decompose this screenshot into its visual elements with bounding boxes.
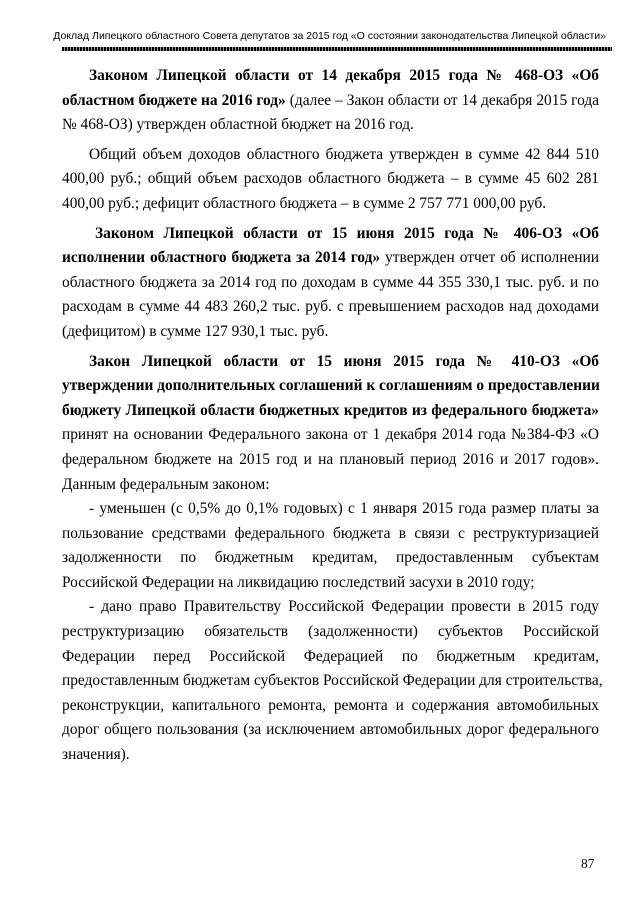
text-segment: - уменьшен (с 0,5% до 0,1% годовых) с 1 января 2015 года размер платы за: [89, 500, 599, 518]
text-segment: утвержден отчет об исполнении: [380, 249, 599, 267]
bold-text-segment: бюджету Липецкой области бюджетных кредитов из федерального бюджета»: [62, 401, 599, 419]
text-line: [62, 399, 599, 424]
text-segment: Данным федеральным законом:: [62, 475, 270, 493]
text-line: [62, 522, 599, 547]
text-line: [62, 645, 599, 670]
text-segment: пользование средствами федерального бюджета в связи с реструктуризацией: [62, 524, 599, 542]
text-segment: реконструкции, капитального ремонта, ремонта и содержания автомобильных: [62, 696, 599, 714]
text-segment: № 468-ОЗ) утвержден областной бюджет на 2016 год.: [62, 116, 414, 134]
text-segment: значения).: [62, 746, 130, 764]
bold-text-segment: утверждении дополнительных соглашений к соглашениям о предоставлении: [62, 377, 600, 395]
text-segment: - дано право Правительству Российской Федерации провести в 2015 году: [89, 598, 599, 616]
text-line: [62, 620, 599, 645]
text-segment: областного бюджета за 2014 год по доходам в сумме 44 355 330,1 тыс. руб. и по: [62, 273, 599, 291]
text-segment: Российской Федерации на ликвидацию последствий засухи в 2010 году;: [62, 573, 535, 591]
text-line: [62, 571, 599, 596]
text-line: [62, 473, 599, 498]
text-segment: федеральном бюджете на 2015 год и на плановый период 2016 и 2017 годов».: [62, 450, 599, 468]
text-line: [62, 694, 599, 719]
document-body: [62, 64, 603, 768]
header-rule: [62, 47, 612, 51]
text-segment: предоставленным бюджетам субъектов Российской Федерации для строительства,: [62, 672, 603, 690]
text-segment: 400,00 руб.; дефицит областного бюджета – в сумме 2 757 771 000,00 руб.: [62, 194, 547, 212]
text-segment: 400,00 руб.; общий объем расходов областного бюджета – в сумме 45 602 281: [62, 170, 599, 188]
text-line: [62, 350, 599, 375]
text-segment: задолженности по бюджетным кредитам, предоставленным субъектам: [62, 549, 599, 567]
text-segment: (далее – Закон области от 14 декабря 2015 года: [285, 91, 599, 109]
text-segment: реструктуризацию обязательств (задолженности) субъектов Российской: [62, 623, 599, 641]
text-line: [62, 222, 599, 247]
text-line: [62, 448, 599, 473]
text-line: [62, 271, 599, 296]
bold-text-segment: Закон Липецкой области от 15 июня 2015 года № 410-ОЗ «Об: [89, 352, 599, 370]
text-line: [62, 143, 599, 168]
text-segment: дорог общего пользования (за исключением автомобильных дорог федерального: [62, 721, 599, 739]
text-segment: Федерации перед Российской Федерацией по бюджетным кредитам,: [62, 647, 599, 665]
text-line: [62, 423, 599, 448]
running-header: Доклад Липецкого областного Совета депутатов за 2015 год «О состоянии законодательства Липецкой области»: [53, 30, 606, 42]
text-segment: принят на основании Федерального закона от 1 декабря 2014 года №384-ФЗ «О: [62, 426, 599, 444]
text-segment: расходам в сумме 44 483 260,2 тыс. руб. с превышением расходов над доходами: [62, 298, 599, 316]
text-line: [62, 546, 599, 571]
text-line: [62, 192, 599, 217]
text-line: [62, 89, 599, 114]
text-line: [62, 113, 599, 138]
text-line: [62, 497, 599, 522]
bold-text-segment: исполнении областного бюджета за 2014 год»: [62, 249, 381, 267]
bold-text-segment: Законом Липецкой области от 15 июня 2015 года № 406-ОЗ «Об: [95, 224, 599, 242]
text-segment: (дефицитом) в сумме 127 930,1 тыс. руб.: [62, 322, 329, 340]
text-line: [62, 64, 599, 89]
bold-text-segment: Законом Липецкой области от 14 декабря 2015 года № 468-ОЗ «Об: [89, 67, 599, 84]
text-line: [62, 167, 599, 192]
text-line: [62, 374, 599, 399]
text-line: [62, 295, 599, 320]
text-line: [62, 595, 599, 620]
text-line: [62, 669, 603, 694]
bold-text-segment: областном бюджете на 2016 год»: [62, 91, 286, 109]
text-line: [62, 246, 599, 271]
text-line: [62, 718, 599, 743]
text-line: [62, 743, 599, 768]
page-number: 87: [581, 856, 595, 871]
text-line: [62, 320, 599, 345]
text-segment: Общий объем доходов областного бюджета утвержден в сумме 42 844 510: [89, 145, 599, 163]
